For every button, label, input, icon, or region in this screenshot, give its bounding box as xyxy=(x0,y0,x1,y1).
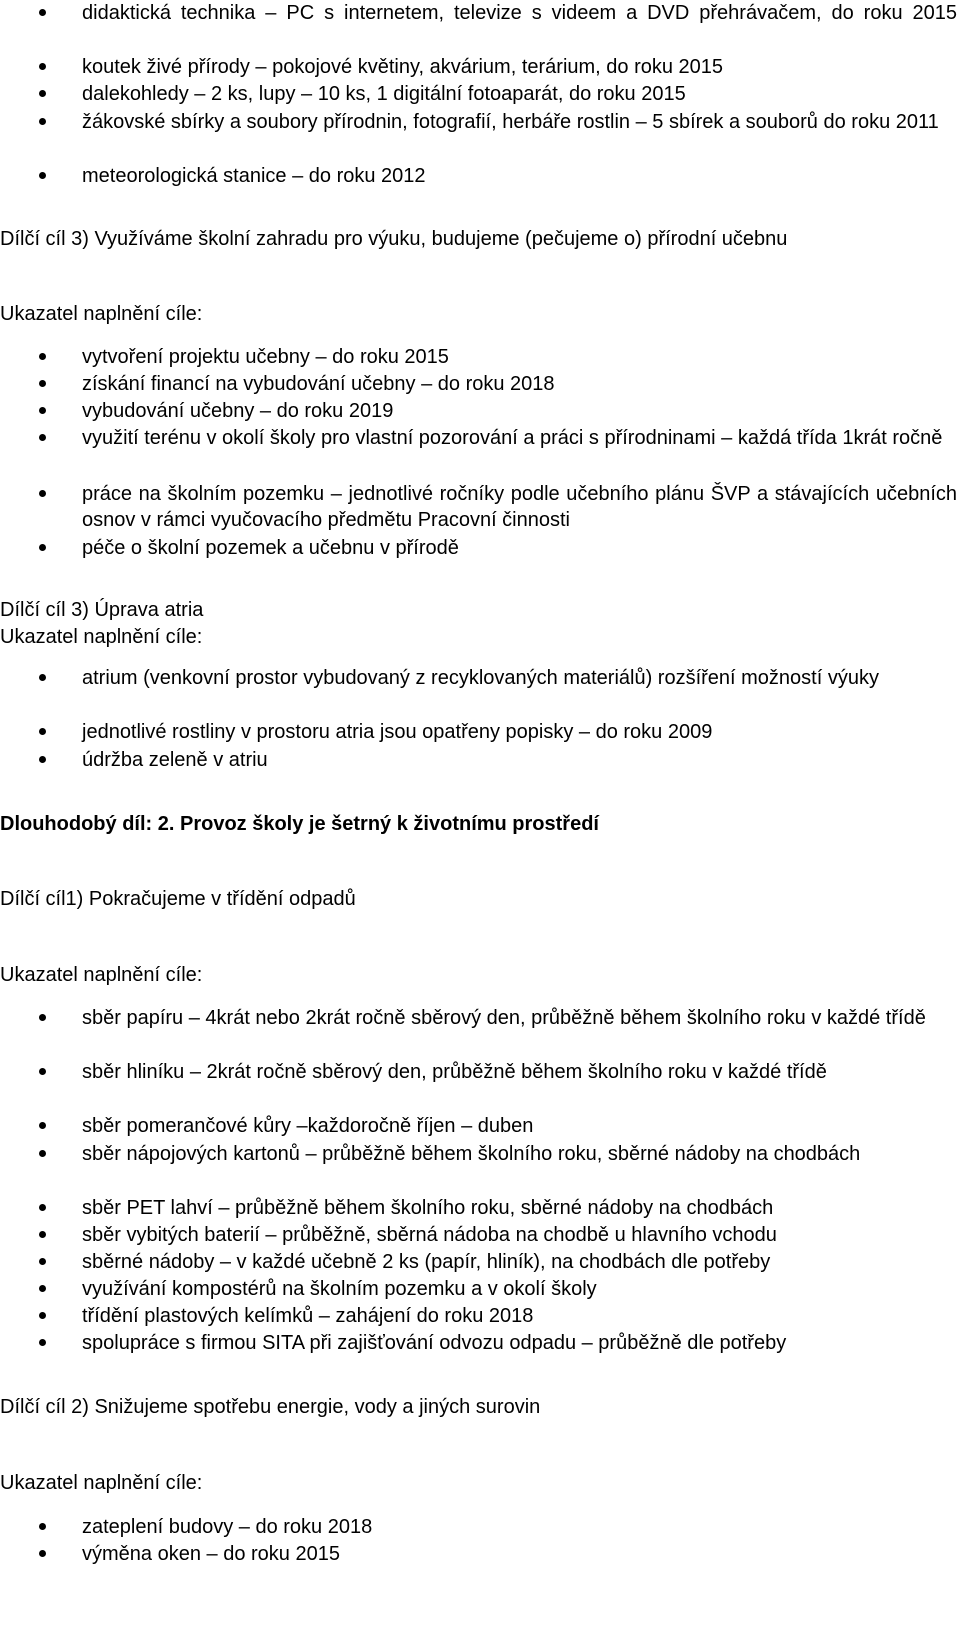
list-item: sběrné nádoby – v každé učebně 2 ks (papír, hliník), na chodbách dle potřeby xyxy=(82,1251,771,1273)
goal-3b-title: Dílčí cíl 3) Úprava atria xyxy=(0,599,204,621)
list-item: třídění plastových kelímků – zahájení do roku 2018 xyxy=(82,1305,534,1327)
bullet-icon xyxy=(39,1122,46,1129)
list-item: sběr nápojových kartonů – průběžně během školního roku, sběrné nádoby na chodbách xyxy=(82,1143,861,1165)
list-item: jednotlivé rostliny v prostoru atria jsou opatřeny popisky – do roku 2009 xyxy=(82,721,713,743)
bullet-icon xyxy=(39,90,46,97)
goal-3a-title: Dílčí cíl 3) Využíváme školní zahradu pro výuku, budujeme (pečujeme o) přírodní učebnu xyxy=(0,228,788,250)
list-item: žákovské sbírky a soubory přírodnin, fotografií, herbáře rostlin – 5 sbírek a souborů do roku 2011 xyxy=(82,111,939,133)
list-item: údržba zeleně v atriu xyxy=(82,749,268,771)
list-item: didaktická technika – PC s internetem, televize s videem a DVD přehrávačem, do roku 2015 xyxy=(82,2,957,24)
list-item: koutek živé přírody – pokojové květiny, akvárium, terárium, do roku 2015 xyxy=(82,56,724,78)
bullet-icon xyxy=(39,407,46,414)
bullet-icon xyxy=(39,1523,46,1530)
bullet-icon xyxy=(39,1150,46,1157)
bullet-icon xyxy=(39,118,46,125)
list-item: výměna oken – do roku 2015 xyxy=(82,1543,340,1565)
goal-1-title: Dílčí cíl1) Pokračujeme v třídění odpadů xyxy=(0,888,356,910)
bullet-icon xyxy=(39,756,46,763)
bullet-icon xyxy=(39,544,46,551)
bullet-icon xyxy=(39,1550,46,1557)
list-item: atrium (venkovní prostor vybudovaný z recyklovaných materiálů) rozšíření možností výuky xyxy=(82,667,879,689)
list-item: sběr PET lahví – průběžně během školního roku, sběrné nádoby na chodbách xyxy=(82,1197,774,1219)
longterm-title: Dlouhodobý díl: 2. Provoz školy je šetrný k životnímu prostředí xyxy=(0,813,599,835)
list-item: péče o školní pozemek a učebnu v přírodě xyxy=(82,537,459,559)
bullet-icon xyxy=(39,728,46,735)
goal-3a-indicator: Ukazatel naplnění cíle: xyxy=(0,303,203,325)
list-item: meteorologická stanice – do roku 2012 xyxy=(82,165,426,187)
list-item: využití terénu v okolí školy pro vlastní pozorování a práci s přírodninami – každá třída 1krát ročně xyxy=(82,427,943,449)
bullet-icon xyxy=(39,1339,46,1346)
list-item: práce na školním pozemku – jednotlivé ročníky podle učebního plánu ŠVP a stávajících učebních osnov v rámci vyučovacího předmětu Pracovní činnosti xyxy=(82,483,957,531)
list-item: vybudování učebny – do roku 2019 xyxy=(82,400,394,422)
bullet-icon xyxy=(39,9,46,16)
list-item: sběr pomerančové kůry –každoročně říjen – duben xyxy=(82,1115,534,1137)
bullet-icon xyxy=(39,1068,46,1075)
bullet-icon xyxy=(39,490,46,497)
bullet-icon xyxy=(39,172,46,179)
goal-2-indicator: Ukazatel naplnění cíle: xyxy=(0,1472,203,1494)
list-item: spolupráce s firmou SITA při zajišťování odvozu odpadu – průběžně dle potřeby xyxy=(82,1332,787,1354)
bullet-icon xyxy=(39,1285,46,1292)
bullet-icon xyxy=(39,353,46,360)
list-item: získání financí na vybudování učebny – do roku 2018 xyxy=(82,373,555,395)
goal-2-title: Dílčí cíl 2) Snižujeme spotřebu energie, vody a jiných surovin xyxy=(0,1396,541,1418)
bullet-icon xyxy=(39,1312,46,1319)
bullet-icon xyxy=(39,434,46,441)
goal-1-indicator: Ukazatel naplnění cíle: xyxy=(0,964,203,986)
list-item: sběr hliníku – 2krát ročně sběrový den, průběžně během školního roku v každé třídě xyxy=(82,1061,827,1083)
bullet-icon xyxy=(39,1231,46,1238)
bullet-icon xyxy=(39,1204,46,1211)
list-item: vytvoření projektu učebny – do roku 2015 xyxy=(82,346,449,368)
list-item: využívání kompostérů na školním pozemku a v okolí školy xyxy=(82,1278,597,1300)
list-item: sběr vybitých baterií – průběžně, sběrná nádoba na chodbě u hlavního vchodu xyxy=(82,1224,777,1246)
bullet-icon xyxy=(39,63,46,70)
bullet-icon xyxy=(39,380,46,387)
list-item: zateplení budovy – do roku 2018 xyxy=(82,1516,373,1538)
list-item: sběr papíru – 4krát nebo 2krát ročně sběrový den, průběžně během školního roku v každé třídě xyxy=(82,1007,926,1029)
list-item: dalekohledy – 2 ks, lupy – 10 ks, 1 digitální fotoaparát, do roku 2015 xyxy=(82,83,686,105)
bullet-icon xyxy=(39,674,46,681)
goal-3b-indicator: Ukazatel naplnění cíle: xyxy=(0,626,203,648)
bullet-icon xyxy=(39,1014,46,1021)
bullet-icon xyxy=(39,1258,46,1265)
